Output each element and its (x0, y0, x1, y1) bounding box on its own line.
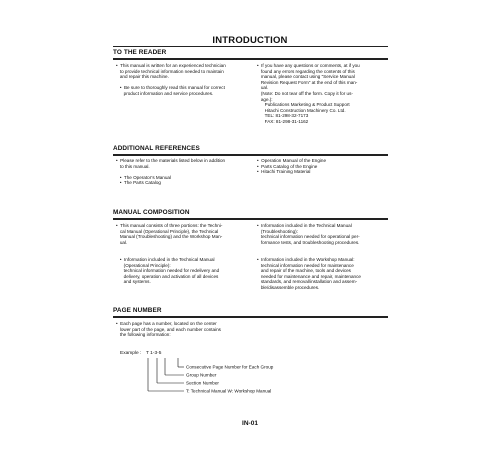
section-rule (113, 218, 388, 220)
reader-right-text: • If you have any questions or comments, at if you found any errors regarding the contents of this manual, please contact using “Service Manual Revision Request Form” at the end of this man- ual. (Note: Do not tear off the form. Copy it for us- age.): Publications Marketing & Product Support Hitachi Construction Machinery Co. Ltd. TEL: 81-298-32-7173 FAX: 81-298-31-1162 (257, 63, 360, 124)
page-title: INTRODUCTION (212, 35, 288, 46)
legend-manual-type: T: Technical Manual W: Workshop Manual (186, 388, 272, 394)
composition-right-text-2: • Information included in the Workshop Manual: technical information needed for maintenance and repair of the machine, tools and devices needed for maintenance and repair, maintenance standards, and removal/installation and assem- ble/disassemble procedures. (257, 257, 361, 290)
section-heading-manual-composition: MANUAL COMPOSITION (113, 209, 190, 216)
title-rule (113, 46, 388, 47)
reader-left-text: • This manual is written for an experienced technician to provide technical information needed to maintain and repair this machine. • Be sure to thoroughly read this manual for correct product information and service procedures. (116, 63, 226, 96)
page-number-body-text: • Each page has a number, located on the center lower part of the page, and each number contains the following information: (116, 321, 221, 338)
page-folio: IN-01 (242, 420, 258, 427)
section-heading-additional-references: ADDITIONAL REFERENCES (113, 145, 200, 152)
section-heading-page-number: PAGE NUMBER (113, 307, 162, 314)
legend-section-number: Section Number (186, 380, 219, 386)
composition-left-text-2: • Information included in the Technical Manual (Operational Principle): technical information needed for redelivery and delivery, operation and activation of all devices and systems. (119, 257, 220, 285)
legend-page-number: Consecutive Page Number for Each Group (186, 364, 274, 370)
section-rule (113, 154, 388, 156)
section-rule (113, 58, 388, 60)
section-rule (113, 316, 388, 318)
legend-group-number: Group Number (186, 372, 217, 378)
page-number-diagram (110, 355, 310, 400)
composition-left-text-1: • This manual consists of three portions: the Techni- cal Manual (Operational Principle), the Technical Manual (Troubleshooting) and the Workshop Man- ual. (116, 223, 223, 245)
section-heading-to-the-reader: TO THE READER (113, 49, 167, 56)
composition-right-text-1: • Information included in the Technical Manual (Troubleshooting): technical information needed for operational per- formance tests, and troubleshooting procedures. (257, 223, 360, 245)
references-right-text: • Operation Manual of the Engine • Parts Catalog of the Engine • Hitachi Training Material (257, 158, 327, 175)
example-label: Example : (120, 351, 142, 356)
references-left-text: • Please refer to the materials listed below in addition to this manual. • The Operator’s Manual • The Parts Catalog (116, 158, 226, 186)
example-page-code: T 1-3-5 (146, 351, 162, 356)
